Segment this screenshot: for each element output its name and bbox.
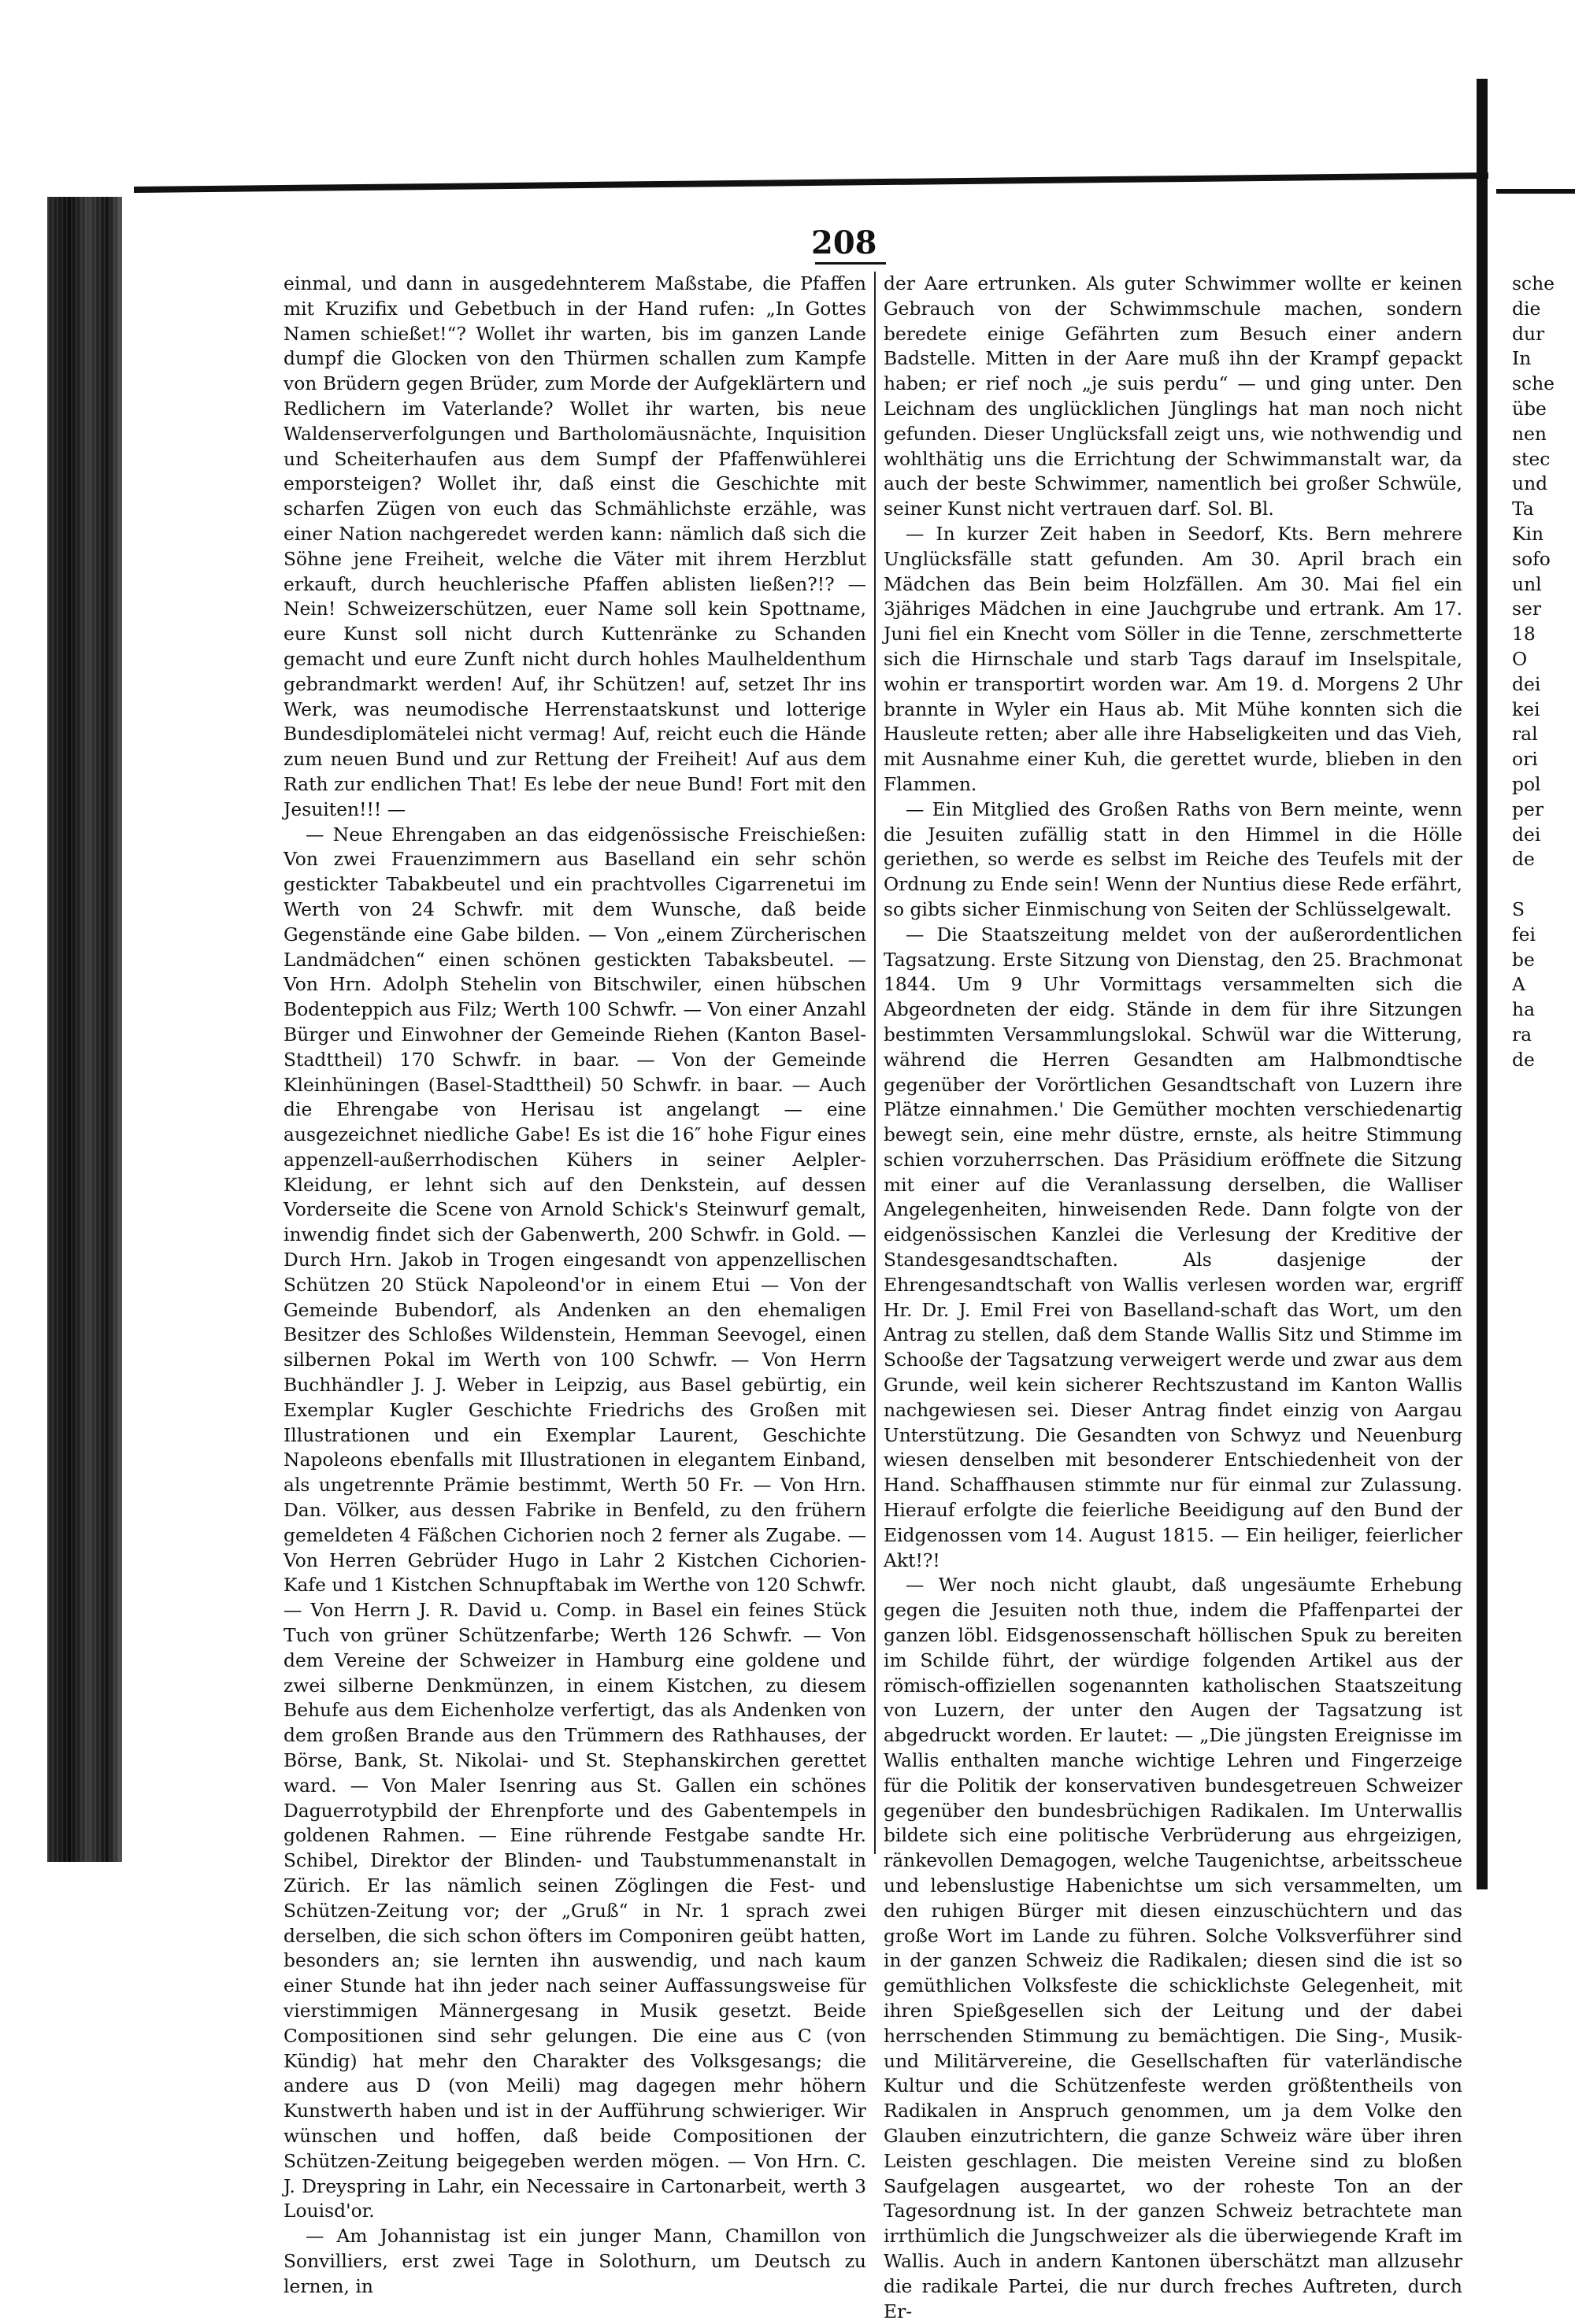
facing-page-fragment: per: [1512, 797, 1544, 820]
facing-page-fragment: und: [1512, 472, 1548, 495]
facing-page-fragment: unl: [1512, 572, 1542, 595]
facing-page-fragment: 18: [1512, 623, 1536, 646]
paragraph: einmal, und dann in ausgedehnterem Maßstabe, die Pfaffen mit Kruzifix und Gebetbuch in der Hand rufen: „In Gottes Namen schießet!“? Wollet ihr warten, bis im ganzen Lande dumpf die Glocken von den Thürmen schallen zum Kampfe von Brüdern gegen Brüder, zum Morde der Aufgeklärtern und Redlichern im Vaterlande? Wollet ihr warten, bis neue Waldenserverfolgungen und Bartholomäusnächte, Inquisition und Scheiterhaufen aus dem Sumpf der Pfaffenwühlerei emporsteigen? Wollet ihr, daß einst die Geschichte mit scharfen Zügen von euch das Schmählichste erzähle, was einer Nation nachgeredet werden kann: nämlich daß sich die Söhne jene Freiheit, welche die Väter mit ihrem Herzblut erkauft, durch heuchlerische Pfaffen ablisten ließen?!? — Nein! Schweizerschützen, euer Name soll kein Spottname, eure Kunst soll nicht durch Kuttenränke zu Schanden gemacht und eure Zunft nicht durch hohles Maulheldenthum gebrandmarkt werden! Auf, ihr Schützen! auf, setzet Ihr ins Werk, was neumodische Herrenstaatskunst und lotterige Bundesdiplomätelei nicht vermag! Auf, reicht euch die Hände zum neuen Bund und zur Rettung der Freiheit! Auf aus dem Rath zur endlichen That! Es lebe der neue Bund! Fort mit den Jesuiten!!! —: [284, 272, 866, 820]
page-number: 208: [811, 224, 877, 261]
paragraph: — Neue Ehrengaben an das eidgenössische Freischießen: Von zwei Frauenzimmern aus Baselland ein sehr schön gestickter Tabakbeutel und ein prachtvolles Cigarrenetui im Werth von 24 Schwfr. mit dem Wunsche, daß beide Gegenstände eine Gabe bilden. — Von „einem Zürcherischen Landmädchen“ einen schönen gestickten Tabaksbeutel. — Von Hrn. Adolph Stehelin von Bitschwiler, einen hübschen Bodenteppich aus Filz; Werth 100 Schwfr. — Von einer Anzahl Bürger und Einwohner der Gemeinde Riehen (Kanton Basel-Stadttheil) 170 Schwfr. in baar. — Von der Gemeinde Kleinhüningen (Basel-Stadttheil) 50 Schwfr. in baar. — Auch die Ehrengabe von Herisau ist angelangt — eine ausgezeichnet niedliche Gabe! Es ist die 16″ hohe Figur eines appenzell-außerrhodischen Kühers in seiner Aelpler-Kleidung, er lehnt sich auf den Denkstein, auf dessen Vorderseite die Scene von Arnold Schick's Steinwurf gemalt, inwendig findet sich der Gabenwerth, 200 Schwfr. in Gold. — Durch Hrn. Jakob in Trogen eingesandt von appenzellischen Schützen 20 Stück Napoleond'or in einem Etui — Von der Gemeinde Bubendorf, als Andenken an den ehemaligen Besitzer des Schloßes Wildenstein, Hemman Seevogel, einen silbernen Pokal im Werth von 100 Schwfr. — Von Herrn Buchhändler J. J. Weber in Leipzig, aus Basel gebürtig, ein Exemplar Kugler Geschichte Friedrichs des Großen mit Illustrationen und ein Exemplar Laurent, Geschichte Napoleons ebenfalls mit Illustrationen in elegantem Einband, als ungetrennte Prämie bestimmt, Werth 50 Fr. — Von Hrn. Dan. Völker, aus dessen Fabrike in Benfeld, zu den frühern gemeldeten 4 Fäßchen Cichorien noch 2 ferner als Zugabe. — Von Herren Gebrüder Hugo in Lahr 2 Kistchen Cichorien-Kafe und 1 Kistchen Schnupftabak im Werthe von 120 Schwfr. — Von Herrn J. R. David u. Comp. in Basel ein feines Stück Tuch von grüner Schützenfarbe; Werth 126 Schwfr. — Von dem Vereine der Schweizer in Hamburg eine goldene und zwei silberne Denkmünzen, in einem Kistchen, zu diesem Behufe aus dem Eichenholze verfertigt, das als Andenken von dem großen Brande aus den Trümmern des Rathhauses, der Börse, Bank, St. Nikolai- und St. Stephanskirchen gerettet ward. — Von Maler Isenring aus St. Gallen ein schönes Daguerrotypbild der Ehrenpforte und des Gabentempels in goldenen Rahmen. — Eine rührende Festgabe sandte Hr. Schibel, Direktor der Blinden- und Taubstummenanstalt in Zürich. Er las nämlich seinen Zöglingen die Fest- und Schützen-Zeitung vor; der „Gruß“ in Nr. 1 sprach zwei derselben, die sich schon öfters im Componiren geübt hatten, besonders an; sie lernten ihn auswendig, und nach kaum einer Stunde hat ihn jeder nach seiner Auffassungsweise für vierstimmigen Männergesang in Musik gesetzt. Beide Compositionen sind sehr gelungen. Die eine aus C (von Kündig) hat mehr den Charakter des Volksgesangs; die andere aus D (von Meili) mag dagegen mehr höhern Kunstwerth haben und ist in der Aufführung schwieriger. Wir wünschen und hoffen, daß beide Compositionen der Schützen-Zeitung beigegeben werden mögen. — Von Hrn. C. J. Dreyspring in Lahr, ein Necessaire in Cartonarbeit, werth 3 Louisd'or.: [284, 823, 866, 2222]
facing-page-fragment: nen: [1512, 422, 1547, 445]
facing-page-fragment: stec: [1512, 447, 1551, 470]
facing-page-fragment: ori: [1512, 748, 1538, 771]
facing-page-fragment: kei: [1512, 698, 1540, 720]
facing-page-fragment: Ta: [1512, 498, 1534, 520]
facing-page-fragment: dei: [1512, 823, 1541, 846]
facing-page-edge: [1477, 79, 1488, 1889]
facing-page-fragment: be: [1512, 948, 1535, 971]
facing-page-fragment: de: [1512, 1048, 1535, 1071]
facing-page-fragment: übe: [1512, 397, 1547, 420]
paragraph: — Ein Mitglied des Großen Raths von Bern meinte, wenn die Jesuiten zufällig statt in den Himmel in die Hölle geriethen, so werde es selbst im Reiche des Teufels mit der Ordnung zu Ende sein! Wenn der Nuntius diese Rede erfährt, so gibts sicher Einmischung von Seiten der Schlüsselgewalt.: [884, 797, 1462, 920]
paragraph: — Wer noch nicht glaubt, daß ungesäumte Erhebung gegen die Jesuiten noth thue, indem die Pfaffenpartei der ganzen löbl. Eidsgenossenschaft höllischen Spuk zu bereiten im Schilde führt, der würdige folgenden Artikel aus der römisch-offiziellen sogenannten katholischen Staatszeitung von Luzern, der unter den Augen der Tagsatzung ist abgedruckt worden. Er lautet: — „Die jüngsten Ereignisse im Wallis enthalten manche wichtige Lehren und Fingerzeige für die Politik der konservativen bundesgetreuen Schweizer gegenüber den bundesbrüchigen Radikalen. Im Unterwallis bildete sich eine politische Verbrüderung aus ehrgeizigen, ränkevollen Demagogen, welche Taugenichtse, arbeitsscheue und lebenslustige Habenichtse um sich versammelten, um den ruhigen Bürger mit diesen einzuschüchtern und das große Wort im Lande zu führen. Solche Volksverführer sind in der ganzen Schweiz die Radikalen; diesen sind die ist so gemüthlichen Volksfeste die schicklichste Gelegenheit, mit ihren Spießgesellen sich der Leitung und der dabei herrschenden Stimmung zu bemächtigen. Die Sing-, Musik- und Militärvereine, die Gesellschaften für vaterländische Kultur und die Schützenfeste werden größtentheils von Radikalen in Anspruch genommen, um ja dem Volke den Glauben einzutrichtern, die ganze Schweiz wäre über ihren Leisten geschlagen. Die meisten Vereine sind zu bloßen Saufgelagen ausgeartet, wo der roheste Ton an der Tagesordnung ist. In der ganzen Schweiz betrachtete man irrthümlich die Jungschweizer als die überwiegende Kraft im Wallis. Auch in andern Kantonen überschätzt man allzusehr die radikale Partei, die nur durch freches Auftreten, durch Er-: [884, 1574, 1462, 2322]
facing-page-fragment: O: [1512, 647, 1528, 670]
left-column: [284, 272, 866, 2300]
page-number-underline: [815, 262, 886, 265]
facing-page-fragment: ser: [1512, 598, 1542, 620]
paragraph: der Aare ertrunken. Als guter Schwimmer wollte er keinen Gebrauch von der Schwimmschule machen, sondern beredete einige Gefährten zum Besuch einer andern Badstelle. Mitten in der Aare muß ihn der Krampf gepackt haben; er rief noch „je suis perdu“ — und ging unter. Den Leichnam des unglücklichen Jünglings hat man noch nicht gefunden. Dieser Unglücksfall zeigt uns, wie nothwendig und wohlthätig uns die Errichtung der Schwimmanstalt war, da auch der beste Schwimmer, namentlich bei großer Schwüle, seiner Kunst nicht vertrauen darf. Sol. Bl.: [884, 272, 1462, 520]
paragraph: — In kurzer Zeit haben in Seedorf, Kts. Bern mehrere Unglücksfälle statt gefunden. Am 30. April brach ein Mädchen das Bein beim Holzfällen. Am 30. Mai fiel ein 3jähriges Mädchen in eine Jauchgrube und ertrank. Am 17. Juni fiel ein Knecht vom Söller in die Tenne, zerschmetterte sich die Hirnschale und starb Tags darauf im Inselspitale, wohin er transportirt worden war. Am 19. d. Morgens 2 Uhr brannte in Wyler ein Haus ab. Mit Mühe konnten sich die Hausleute retten; aber alle ihre Habseligkeiten und das Vieh, mit Ausnahme einer Kuh, die gerettet wurde, blieben in den Flammen.: [884, 522, 1462, 795]
facing-page-rule: [1496, 189, 1575, 194]
facing-page-fragment: In: [1512, 347, 1532, 370]
facing-page-fragment: ra: [1512, 1023, 1532, 1045]
facing-page-text-fragments: [1512, 272, 1575, 1073]
facing-page-fragment: sche: [1512, 372, 1555, 395]
facing-page-fragment: sofo: [1512, 547, 1551, 570]
facing-page-fragment: [1512, 872, 1575, 897]
paragraph: — Am Johannistag ist ein junger Mann, Chamillon von Sonvilliers, erst zwei Tage in Solothurn, um Deutsch zu lernen, in: [284, 2225, 866, 2297]
facing-page-fragment: S: [1512, 897, 1525, 920]
facing-page-fragment: ral: [1512, 723, 1538, 746]
facing-page-fragment: Kin: [1512, 522, 1544, 545]
right-column: [884, 272, 1462, 2324]
facing-page-fragment: sche: [1512, 272, 1555, 294]
facing-page-fragment: ha: [1512, 998, 1536, 1021]
book-spine-edge: [47, 197, 122, 1862]
paragraph: — Die Staatszeitung meldet von der außerordentlichen Tagsatzung. Erste Sitzung von Dienstag, den 25. Brachmonat 1844. Um 9 Uhr Vormittags versammelten sich die Abgeordneten der eidg. Stände in dem für ihre Sitzungen bestimmten Versammlungslokal. Schwül war die Witterung, während die Herren Gesandten am Halbmondtische gegenüber der Vorörtlichen Gesandtschaft von Luzern ihre Plätze einnahmen.' Die Gemüther mochten verschiedenartig bewegt sein, eine mehr düstre, ernste, als heitre Stimmung schien vorzuherrschen. Das Präsidium eröffnete die Sitzung mit einer auf die Veranlassung derselben, die Walliser Angelegenheiten, hinweisenden Rede. Dann folgte von der eidgenössischen Kanzlei die Verlesung der Kreditive der Standesgesandtschaften. Als dasjenige der Ehrengesandtschaft von Wallis verlesen worden war, ergriff Hr. Dr. J. Emil Frei von Baselland-schaft das Wort, um den Antrag zu stellen, daß dem Stande Wallis Sitz und Stimme im Schooße der Tagsatzung verweigert werde und zwar aus dem Grunde, weil kein sicherer Rechtszustand im Kanton Wallis nachgewiesen sei. Dieser Antrag findet einzig von Aargau Unterstützung. Die Gesandten von Schwyz und Neuenburg wiesen denselben mit besonderer Entschiedenheit von der Hand. Schaffhausen stimmte nur für einmal zur Zulassung. Hierauf erfolgte die feierliche Beeidigung auf den Bund der Eidgenossen vom 14. August 1815. — Ein heiliger, feierlicher Akt!?!: [884, 923, 1462, 1571]
facing-page-fragment: pol: [1512, 772, 1541, 795]
facing-page-fragment: dur: [1512, 322, 1545, 345]
facing-page-fragment: die: [1512, 297, 1541, 320]
page-top-rule: [134, 172, 1488, 193]
facing-page-fragment: de: [1512, 848, 1535, 871]
column-divider: [874, 272, 876, 1854]
facing-page-fragment: A: [1512, 973, 1525, 996]
facing-page-fragment: dei: [1512, 672, 1541, 695]
facing-page-fragment: fei: [1512, 923, 1536, 946]
